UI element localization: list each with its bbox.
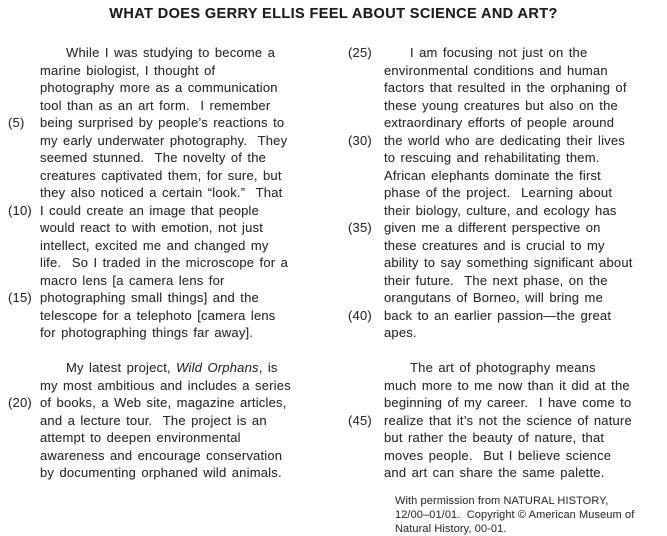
line-text: the world who are dedicating their lives <box>384 132 626 148</box>
line-text: ability to say something significant about <box>384 255 633 270</box>
line-text: and a lecture tour. The project is an <box>40 412 267 428</box>
passage-line <box>8 429 330 447</box>
line-text: telescope for a telephoto [camera lens <box>40 307 276 323</box>
passage-line <box>348 307 665 325</box>
passage-line <box>8 412 330 430</box>
passage-line <box>8 377 330 395</box>
line-text: attempt to deepen environmental <box>40 430 241 445</box>
line-number: (40) <box>348 307 372 323</box>
passage-line <box>348 167 665 185</box>
line-number <box>8 237 40 255</box>
line-number <box>8 377 40 395</box>
line-text: but rather the beauty of nature, that <box>384 430 605 445</box>
passage-line <box>8 79 330 97</box>
passage-line <box>348 464 665 482</box>
line-text: their biology, culture, and ecology has <box>384 202 617 218</box>
line-number <box>348 377 384 395</box>
line-number: (45) <box>348 412 372 428</box>
line-number: (20) <box>8 395 32 410</box>
passage-line <box>348 289 665 307</box>
passage-right-column <box>348 44 665 536</box>
line-text: apes. <box>384 325 417 340</box>
line-number <box>348 429 384 447</box>
line-number <box>348 184 384 202</box>
line-text: by documenting orphaned wild animals. <box>40 465 282 480</box>
passage-line <box>8 114 330 132</box>
line-number <box>348 359 384 377</box>
line-number <box>8 429 40 447</box>
line-text: to rescuing and rehabilitating them. <box>384 150 600 165</box>
passage-right-lines <box>348 44 665 482</box>
line-number <box>8 44 40 62</box>
line-text: my most ambitious and includes a series <box>40 377 291 393</box>
passage-line <box>348 97 665 115</box>
passage-left-column <box>8 44 330 536</box>
passage-line <box>8 272 330 290</box>
paragraph-gap <box>348 342 665 360</box>
line-text: beginning of my career. I have come to <box>384 395 632 410</box>
passage-columns <box>0 44 667 536</box>
line-number <box>348 114 384 132</box>
line-text: The art of photography means <box>410 360 596 375</box>
line-number <box>348 202 384 220</box>
line-number <box>348 324 384 342</box>
line-text: realize that it’s not the science of nature <box>384 412 632 428</box>
line-text: I could create an image that people <box>40 202 260 218</box>
line-text: environmental conditions and human <box>384 62 608 78</box>
passage-line <box>8 464 330 482</box>
passage-line <box>348 79 665 97</box>
line-text: orangutans of Borneo, will bring me <box>384 290 604 305</box>
line-number <box>8 62 40 80</box>
line-text: being surprised by people’s reactions to <box>40 115 285 130</box>
passage-line <box>8 149 330 167</box>
line-number <box>348 167 384 185</box>
line-text: awareness and encourage conservation <box>40 447 283 463</box>
passage-line <box>348 447 665 465</box>
passage-line <box>8 132 330 150</box>
line-text: would react to with emotion, not just <box>40 220 264 235</box>
line-text: these creatures and is crucial to my <box>384 237 605 253</box>
passage-line <box>348 219 665 237</box>
line-number <box>8 132 40 150</box>
attribution-line: With permission from NATURAL HISTORY, <box>395 494 609 507</box>
line-number <box>8 412 40 430</box>
line-text: phase of the project. Learning about <box>384 185 613 200</box>
passage-line <box>348 114 665 132</box>
passage-line <box>8 44 330 62</box>
line-text: given me a different perspective on <box>384 220 601 235</box>
line-number <box>8 149 40 167</box>
line-number: (10) <box>8 202 32 218</box>
line-number: (30) <box>348 132 372 148</box>
passage-line <box>8 307 330 325</box>
line-number <box>8 359 40 377</box>
passage-line <box>8 359 330 377</box>
line-text: intellect, excited me and changed my <box>40 237 269 253</box>
line-text: creatures captivated them, for sure, but <box>40 167 282 183</box>
passage-line <box>348 377 665 395</box>
line-text: back to an earlier passion—the great <box>384 307 612 323</box>
passage-line <box>8 394 330 412</box>
line-number <box>8 447 40 465</box>
line-text: photographing small things] and the <box>40 290 259 305</box>
line-text: for photographing things far away]. <box>40 325 254 340</box>
passage-line <box>348 149 665 167</box>
line-number <box>348 62 384 80</box>
line-text: my early underwater photography. They <box>40 132 288 148</box>
passage-line <box>348 62 665 80</box>
passage-line <box>348 254 665 272</box>
line-number <box>348 79 384 97</box>
line-text: extraordinary efforts of people around <box>384 115 615 130</box>
line-number <box>8 167 40 185</box>
line-number <box>348 97 384 115</box>
passage-line <box>348 272 665 290</box>
line-text: seemed stunned. The novelty of the <box>40 150 267 165</box>
passage-line <box>8 184 330 202</box>
passage-line <box>348 44 665 62</box>
attribution-note <box>395 494 665 536</box>
line-number <box>348 289 384 307</box>
attribution-line: Natural History, 00-01. <box>395 522 507 535</box>
line-number <box>348 254 384 272</box>
line-number <box>348 394 384 412</box>
line-number <box>8 184 40 202</box>
line-number <box>348 464 384 482</box>
passage-line <box>348 429 665 447</box>
line-number <box>348 149 384 167</box>
paragraph-gap <box>8 342 330 360</box>
line-text: moves people. But I believe science <box>384 447 612 463</box>
passage-title: WHAT DOES GERRY ELLIS FEEL ABOUT SCIENCE AND ART? <box>109 6 558 22</box>
passage-line <box>8 237 330 255</box>
line-text: life. So I traded in the microscope for a <box>40 255 289 270</box>
line-number: (15) <box>8 290 32 305</box>
line-text: of books, a Web site, magazine articles, <box>40 395 287 410</box>
attribution-line: 12/00–01/01. Copyright © American Museum of <box>395 508 635 521</box>
line-text: much more to me now than it did at the <box>384 377 630 393</box>
passage-line <box>348 237 665 255</box>
line-text: and art can share the same palette. <box>384 465 605 480</box>
line-number <box>8 307 40 325</box>
passage-line <box>348 184 665 202</box>
line-number: (5) <box>8 115 25 130</box>
line-number <box>8 219 40 237</box>
line-number <box>8 464 40 482</box>
line-number <box>8 254 40 272</box>
passage-line <box>348 394 665 412</box>
line-text: I am focusing not just on the <box>410 45 588 60</box>
passage-line <box>8 324 330 342</box>
line-text: photography more as a communication <box>40 80 278 95</box>
passage-line <box>8 202 330 220</box>
line-text: factors that resulted in the orphaning of <box>384 80 627 95</box>
line-text: their future. The next phase, on the <box>384 272 608 288</box>
line-number: (35) <box>348 220 372 235</box>
passage-line <box>8 254 330 272</box>
passage-line <box>348 132 665 150</box>
line-number <box>8 324 40 342</box>
passage-line <box>348 412 665 430</box>
line-number <box>348 237 384 255</box>
line-number: (25) <box>348 45 372 60</box>
line-text: these young creatures but also on the <box>384 97 618 113</box>
line-number <box>348 447 384 465</box>
line-text: tool than as an art form. I remember <box>40 97 271 113</box>
line-text: marine biologist, I thought of <box>40 62 216 78</box>
passage-line <box>8 447 330 465</box>
line-text: macro lens [a camera lens for <box>40 272 225 288</box>
passage-line <box>348 202 665 220</box>
line-text: they also noticed a certain “look.” That <box>40 185 283 200</box>
line-number <box>8 97 40 115</box>
line-number <box>8 79 40 97</box>
passage-line <box>348 359 665 377</box>
passage-line <box>8 97 330 115</box>
passage-line <box>348 324 665 342</box>
passage-line <box>8 62 330 80</box>
passage-line <box>8 289 330 307</box>
line-text: While I was studying to become a <box>66 45 276 60</box>
line-number <box>8 272 40 290</box>
line-text: My latest project, Wild Orphans, is <box>66 360 278 375</box>
passage-line <box>8 167 330 185</box>
italic-text: Wild Orphans <box>176 360 259 375</box>
line-text: African elephants dominate the first <box>384 167 601 183</box>
passage-line <box>8 219 330 237</box>
line-number <box>348 272 384 290</box>
